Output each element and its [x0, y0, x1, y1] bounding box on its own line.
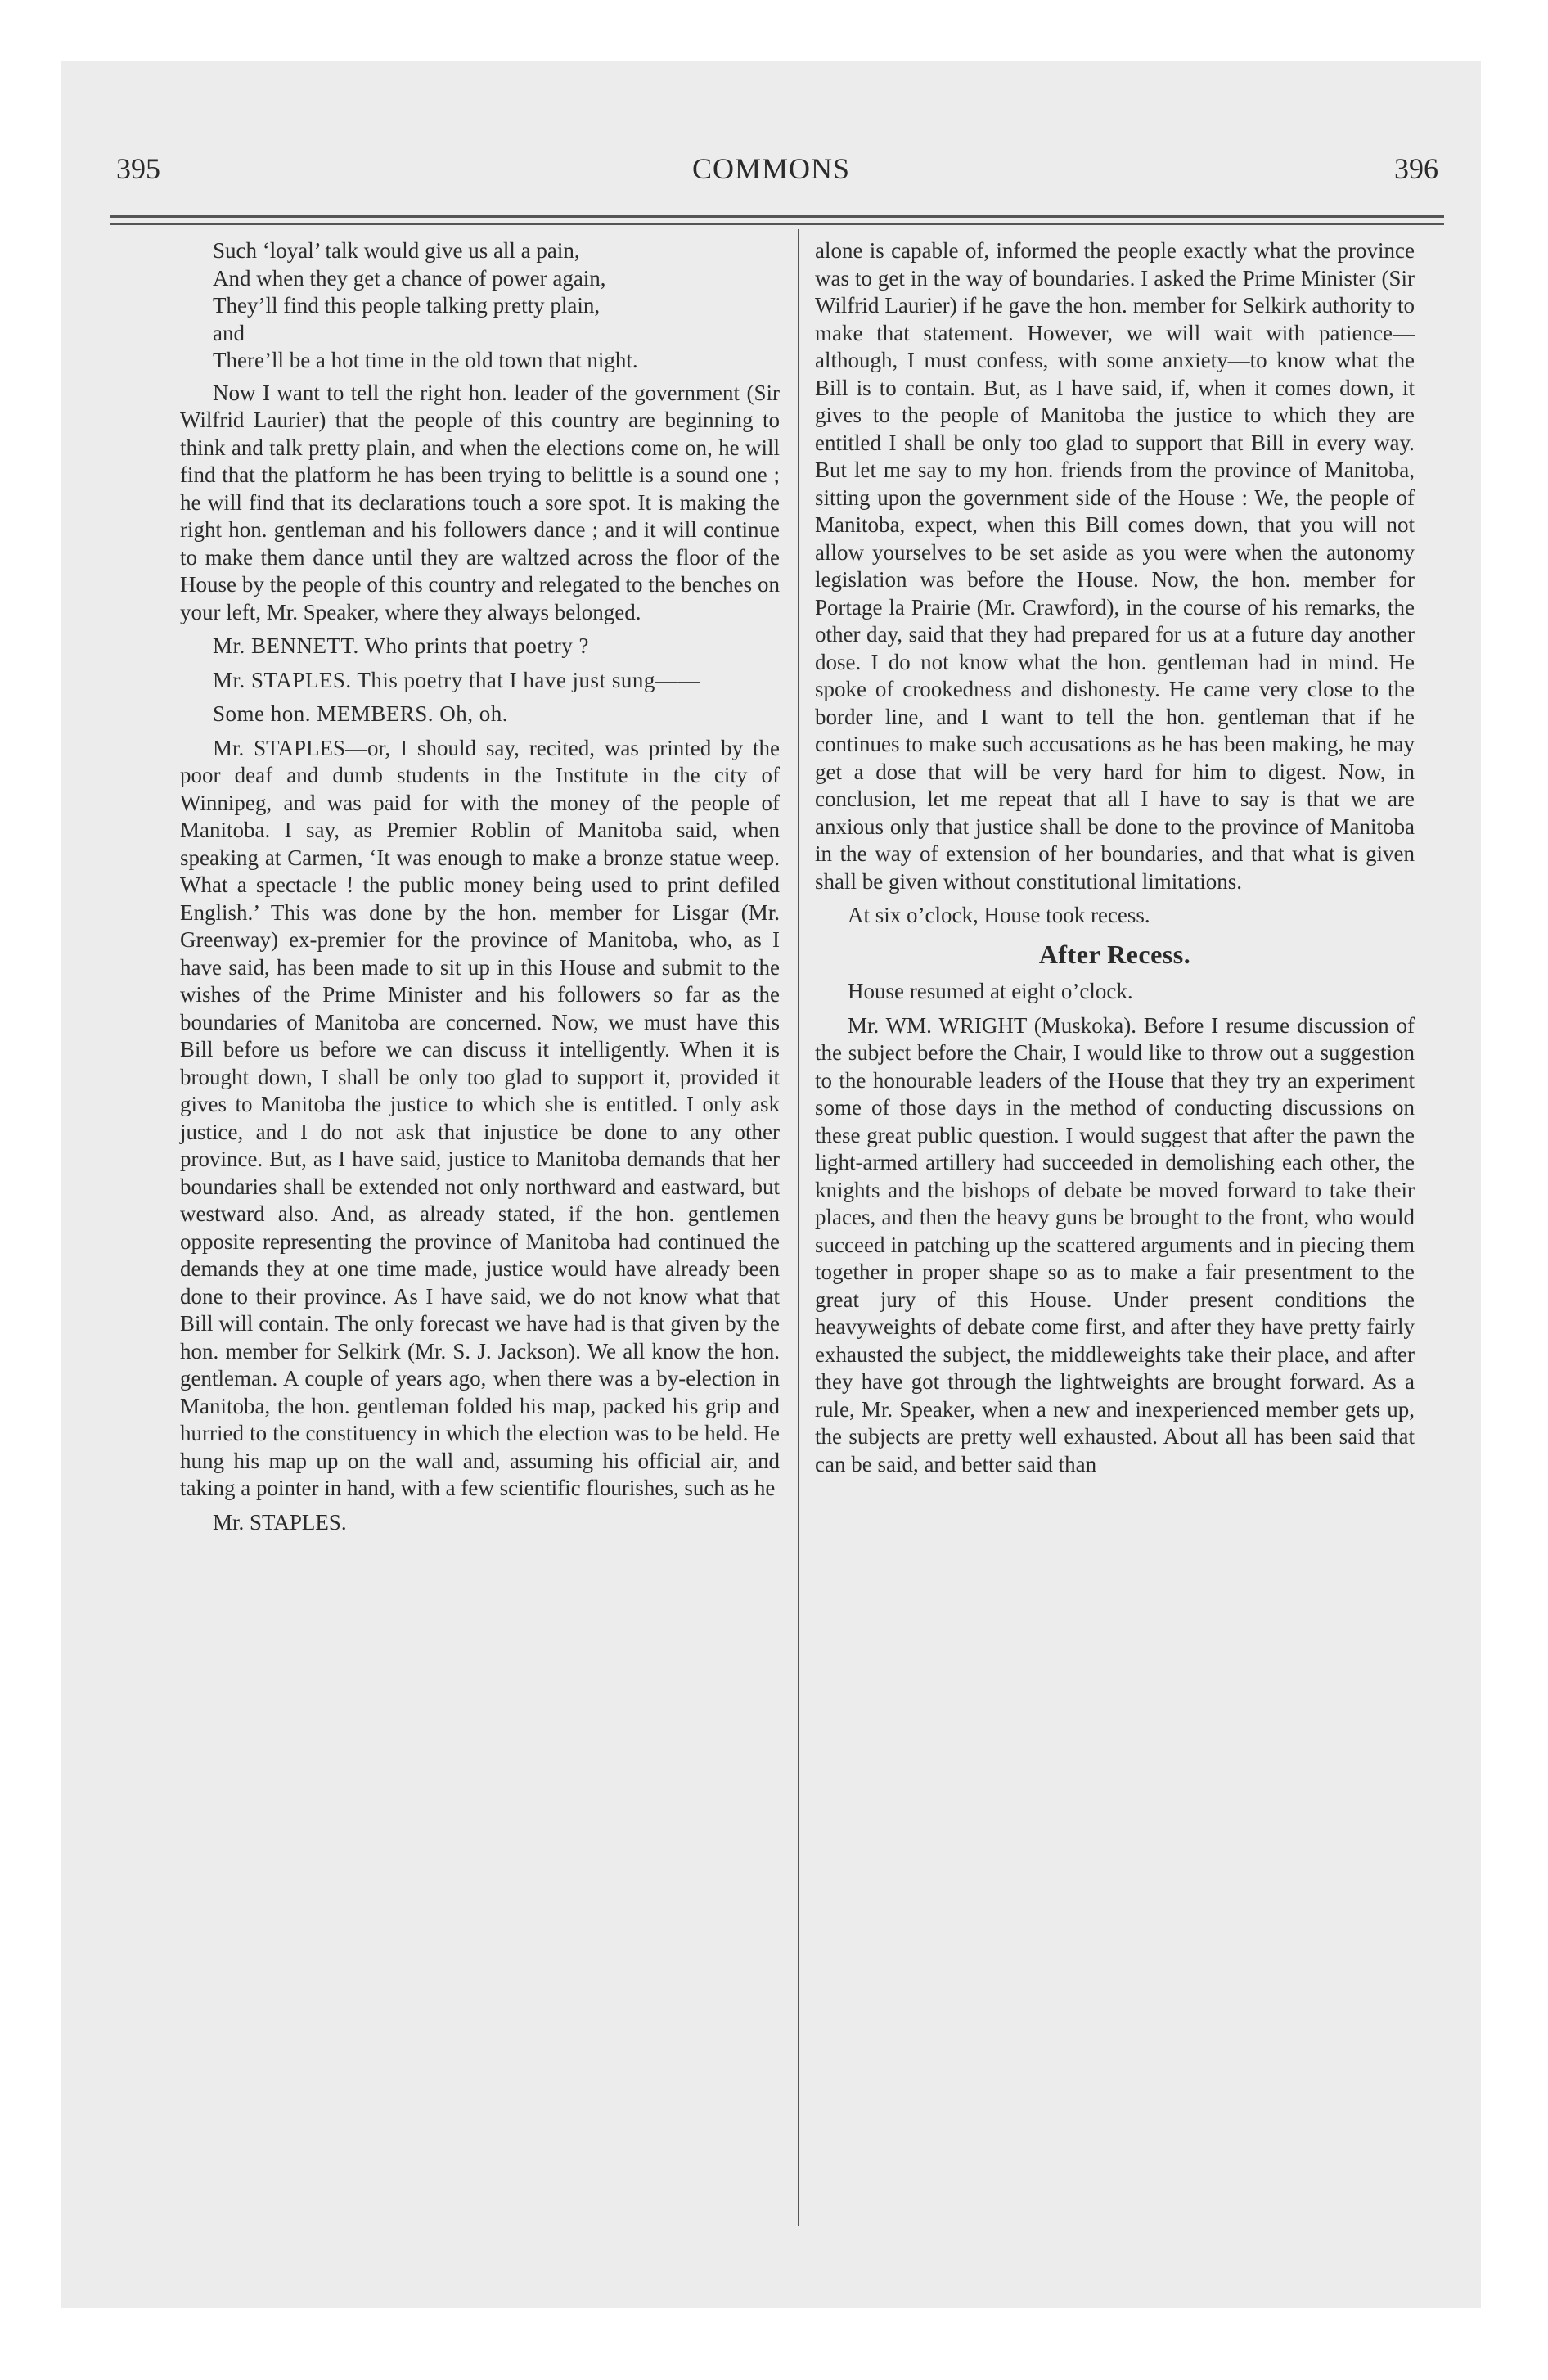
paragraph: Now I want to tell the right hon. leader of the government (Sir Wilfrid Laurier) that the people of this country are beginning to think and talk pretty plain, and when the elections come on, he will find that the platform he has been trying to belittle is a sound one ; he will find that its declarations touch a sore spot. It is making the right hon. gentleman and his followers dance ; and it will continue to make them dance until they are waltzed across the floor of the House by the people of this country and relegated to the benches on your left, Mr. Speaker, where they always belonged. [180, 380, 780, 624]
verse-line: Such ‘loyal’ talk would give us all a pain, [213, 238, 580, 263]
left-column [180, 237, 780, 1543]
column-divider [798, 229, 799, 2226]
section-title: After Recess. [1038, 939, 1191, 969]
header-rule-top [110, 215, 1444, 218]
left-page-number: 395 [116, 152, 160, 185]
verse-block [180, 237, 780, 375]
right-column [815, 237, 1415, 1485]
header-rule-bottom [110, 223, 1444, 225]
verse-line: and [213, 320, 245, 345]
paragraph: Mr. STAPLES. This poetry that I have just sung—— [213, 667, 700, 692]
paragraph: Mr. WM. WRIGHT (Muskoka). Before I resume discussion of the subject before the Chair, I would like to throw out a suggestion to the honourable leaders of the House that they try an experiment some of those days in the method of conducting discussions on these great public question. I would suggest that after the pawn the light-armed artillery had succeeded in demolishing each other, the knights and the bishops of debate be moved forward to take their places, and then the heavy guns be brought to the front, who would succeed in patching up the scattered arguments and in piecing them together in proper shape so as to make a fair presentment to the great jury of this House. Under present conditions the heavyweights of debate come first, and after they have pretty fairly exhausted the subject, the middleweights take their place, and after they have got through the lightweights are brought forward. As a rule, Mr. Speaker, when a new and inexperienced member gets up, the subjects are pretty well exhausted. About all has been said that can be said, and better said than [815, 1012, 1415, 1476]
running-title: COMMONS [691, 152, 851, 185]
paragraph: House resumed at eight o’clock. [848, 979, 1133, 1003]
verse-line: There’ll be a hot time in the old town that night. [213, 348, 638, 372]
catchword: Mr. STAPLES. [213, 1509, 347, 1535]
paragraph: alone is capable of, informed the people exactly what the province was to get in the way of boundaries. I asked the Prime Minister (Sir Wilfrid Laurier) if he gave the hon. member for Selkirk authority to make that statement. However, we will wait with patience—although, I must confess, with some anxiety—to know what the Bill is to contain. But, as I have said, if, when it comes down, it gives to the people of Manitoba the justice to which they are entitled I shall be only too glad to support that Bill in every way. But let me say to my hon. friends from the province of Manitoba, sitting upon the government side of the House : We, the people of Manitoba, expect, when this Bill comes down, that you will not allow yourselves to be set aside as you were when the autonomy legislation was before the House. Now, the hon. member for Portage la Prairie (Mr. Crawford), in the course of his remarks, the other day, said that they had prepared for us at a future day another dose. I do not know what the hon. gentleman had in mind. He spoke of crookedness and dishonesty. He came very close to the border line, and I want to tell the hon. gentleman that if he continues to make such accusations as he has been making, he may get a dose that will be very hard for him to digest. Now, in conclusion, let me repeat that all I have to say is that we are anxious only that justice shall be done to the province of Manitoba in the way of extension of her boundaries, and that what is given shall be given without constitutional limitations. [815, 238, 1415, 894]
verse-line: They’ll find this people talking pretty plain, [213, 293, 601, 318]
paragraph: Some hon. MEMBERS. Oh, oh. [213, 701, 509, 726]
paragraph: Mr. BENNETT. Who prints that poetry ? [213, 633, 589, 658]
paragraph: Mr. STAPLES—or, I should say, recited, was printed by the poor deaf and dumb students in the Institute in the city of Winnipeg, and was paid for with the money of the people of Manitoba. I say, as Premier Roblin of Manitoba said, when speaking at Carmen, ‘It was enough to make a bronze statue weep. What a spectacle ! the public money being used to print defiled English.’ This was done by the hon. member for Lisgar (Mr. Greenway) ex-premier for the province of Manitoba, who, as I have said, has been made to sit up in this House and submit to the wishes of the Prime Minister and his followers so far as the boundaries of Manitoba are concerned. Now, we must have this Bill before us before we can discuss it intelligently. When it is brought down, I shall be only too glad to support it, provided it gives to Manitoba the justice to which she is entitled. I only ask justice, and I do not ask that injustice be done to any other province. But, as I have said, justice to Manitoba demands that her boundaries shall be extended not only northward and eastward, but westward also. And, as already stated, if the hon. gentlemen opposite representing the province of Manitoba had continued the demands they at one time made, justice would have already been done to their province. As I have said, we do not know what that Bill will contain. The only forecast we have had is that given by the hon. member for Selkirk (Mr. S. J. Jackson). We all know the hon. gentleman. A couple of years ago, when there was a by-election in Manitoba, the hon. gentleman folded his map, packed his grip and hurried to the constituency in which the election was to be held. He hung his map up on the wall and, assuming his official air, and taking a pointer in hand, with a few scientific flourishes, such as he [180, 735, 780, 1500]
page-header [61, 151, 1481, 201]
page-scan [61, 61, 1481, 2308]
verse-line: And when they get a chance of power again, [213, 265, 606, 291]
right-page-number: 396 [1394, 152, 1438, 185]
paragraph: At six o’clock, House took recess. [848, 903, 1150, 927]
